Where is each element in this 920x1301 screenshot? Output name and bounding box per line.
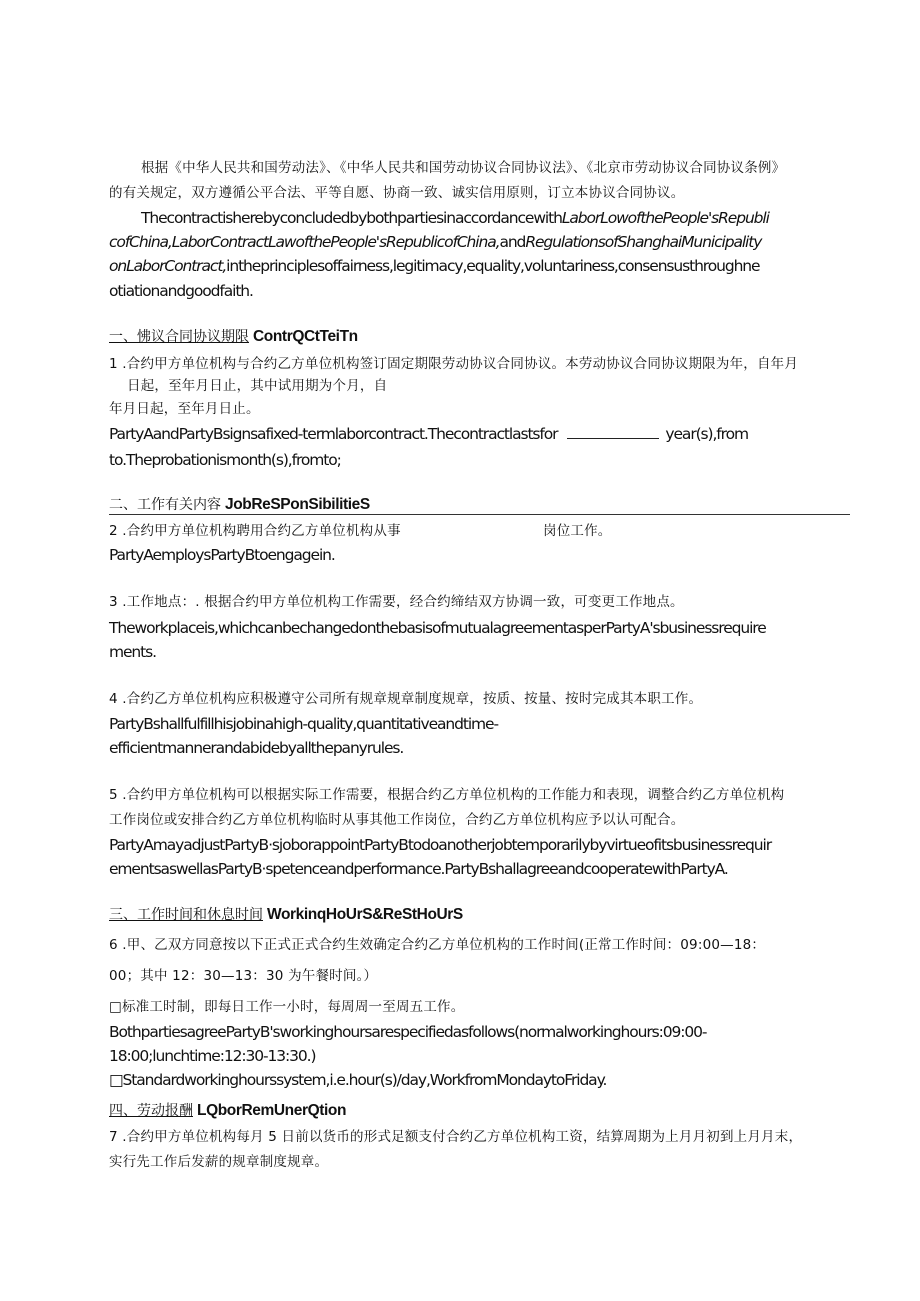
item-6-checkbox-option: □标准工时制，即每日工作一小时，每周周一至周五工作。 [109, 999, 465, 1015]
item-6-en-checkbox-option: □Standardworkinghourssystem,i.e.hour(s)/day,WorkfromMondaytoFriday. [109, 1071, 607, 1089]
item-3-en-line-1: Theworkplaceis,whichcanbechangedonthebasisofmutualagreementasperPartyA'sbusinessrequire [109, 619, 766, 637]
item-2-zh: 2 .合约甲方单位机构聘用合约乙方单位机构从事 [109, 523, 401, 539]
section-divider [109, 514, 850, 515]
item-5-zh-line-1: 5 .合约甲方单位机构可以根据实际工作需要，根据合约乙方单位机构的工作能力和表现，调整合约乙方单位机构 [109, 787, 785, 803]
item-7-zh-line-2: 实行先工作后发薪的规章制度规章。 [109, 1154, 329, 1170]
item-6-en-line-2: 18:00;lunchtime:12:30-13:30.) [109, 1047, 316, 1065]
preamble-en-line-4: otiationandgoodfaith. [109, 282, 253, 300]
item-4-en-line-1: PartyBshallfulfillhisjobinahigh-quality,quantitativeandtime- [109, 715, 498, 733]
item-1-zh-line-3: 年月日起，至年月日止。 [109, 401, 260, 417]
item-2-zh-suffix: 岗位工作。 [543, 523, 612, 539]
item-2-en: PartyAemploysPartyBtoengagein. [109, 546, 335, 564]
section-2-heading: 二、工作有关内容 JobReSPonSibilitieS [109, 496, 370, 513]
section-4-heading: 四、劳动报酬 LQborRemUnerQtion [109, 1102, 347, 1119]
item-1-zh-line-1: 1 .合约甲方单位机构与合约乙方单位机构签订固定期限劳动协议合同协议。本劳动协议合同协议期限为年，自年月 [109, 356, 799, 372]
section-3-heading: 三、工作时间和休息时间 WorkinqHoUrS&ReStHoUrS [109, 906, 463, 923]
preamble-zh-line-2: 的有关规定，双方遵循公平合法、平等自愿、协商一致、诚实信用原则，订立本协议合同协议。 [109, 185, 685, 201]
section-1-heading: 一、怫议合同协议期限 ContrQCtTeiTn [109, 328, 358, 345]
preamble-en-line-3: onLaborContract,intheprinciplesoffairness,legitimacy,equality,voluntariness,consensusthroughne [109, 257, 760, 275]
item-6-zh-line-2: 00；其中 12：30—13：30 为午餐时间。） [109, 968, 378, 984]
item-6-zh-line-1: 6 .甲、乙双方同意按以下正式正式合约生效确定合约乙方单位机构的工作时间(正常工作时间：09:00—18： [109, 937, 766, 953]
item-7-zh-line-1: 7 .合约甲方单位机构每月 5 日前以货币的形式足额支付合约乙方单位机构工资，结算周期为上月月初到上月月末， [109, 1129, 803, 1145]
item-1-en-line-1: PartyAandPartyBsignsafixed-termlaborcontract.Thecontractlastsfor year(s),from [109, 425, 748, 443]
item-5-zh-line-2: 工作岗位或安排合约乙方单位机构临时从事其他工作岗位，合约乙方单位机构应予以认可配合。 [109, 812, 685, 828]
item-1-en-line-2: to.Theprobationismonth(s),fromto; [109, 451, 341, 469]
item-3-zh: 3 .工作地点：. 根据合约甲方单位机构工作需要，经合约缔结双方协调一致，可变更工作地点。 [109, 594, 684, 610]
item-1-zh-line-2: 日起，至年月日止，其中试用期为个月，自 [127, 378, 388, 394]
preamble-en-line-2: cofChina,LaborContractLawofthePeople'sRepublicofChina,andRegulationsofShanghaiMunicipality [109, 233, 762, 251]
item-5-en-line-2: ementsaswellasPartyB·spetenceandperformance.PartyBshallagreeandcooperatewithPartyA. [109, 860, 728, 878]
preamble-zh-line-1: 根据《中华人民共和国劳动法》、《中华人民共和国劳动协议合同协议法》、《北京市劳动协议合同协议条例》 [141, 160, 786, 176]
item-4-en-line-2: efficientmannerandabidebyallthepanyrules. [109, 739, 404, 757]
item-6-en-line-1: BothpartiesagreePartyB'sworkinghoursarespecifiedasfollows(normalworkinghours:09:00- [109, 1023, 707, 1041]
item-4-zh: 4 .合约乙方单位机构应积极遵守公司所有规章规章制度规章，按质、按量、按时完成其本职工作。 [109, 691, 703, 707]
item-3-en-line-2: ments. [109, 643, 156, 661]
preamble-en-line-1: ThecontractisherebyconcludedbybothpartiesinaccordancewithLaborLowofthePeople'sRepubli [141, 209, 769, 227]
blank-field [567, 424, 659, 439]
item-5-en-line-1: PartyAmayadjustPartyB·sjoborappointPartyBtodoanotherjobtemporarilybyvirtueofitsbusinessrequir [109, 836, 771, 854]
